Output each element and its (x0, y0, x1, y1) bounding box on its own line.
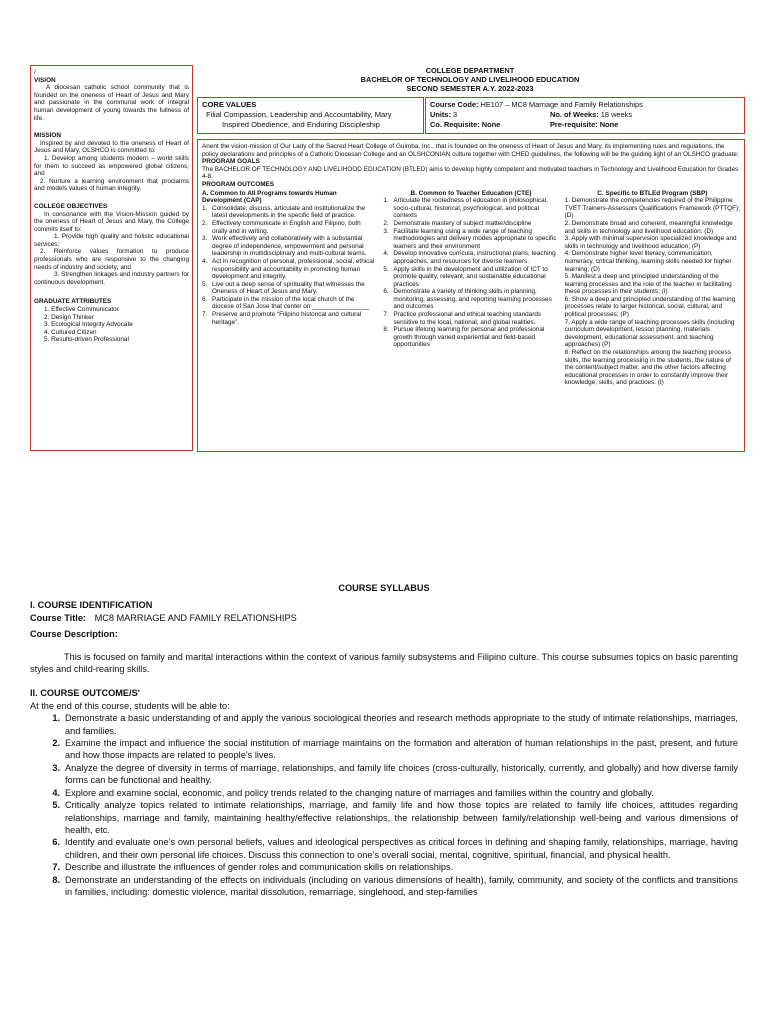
course-outcome-text: Demonstrate a basic understanding of and apply the various sociological theories and research methods appropriate to the study of intimate relationships, marriages, and families. (65, 713, 738, 736)
sbp-item: 5. Manifest a deep and principled understanding of the learning processes and the role of the teacher in facilitating these processes in their students; (I) (564, 273, 732, 296)
core-values-line: Inspired Obedience, and Enduring Discipleship (222, 120, 380, 129)
cap-item-number: 6. (202, 295, 208, 303)
course-description-text: This is focused on family and marital interactions within the context of various family subsystems and Filipino culture. This course subsumes topics on basic parenting styles and child-rearing skills. (30, 651, 738, 675)
cap-item-text: Preserve and promote “Filipino historical and cultural heritage”. (212, 311, 362, 326)
cte-item (383, 250, 558, 265)
course-outcome-item (30, 874, 738, 899)
requisite-row (430, 120, 740, 130)
sbp-item: 7. Apply a wide range of teaching processes skills (including curriculum development, lesson planning, materials development, educational assessment, and teaching approaches) (P) (564, 318, 735, 349)
units-value: 3 (453, 110, 458, 119)
course-outcome-item (30, 762, 738, 787)
course-code-row (430, 100, 740, 110)
course-outcome-number: 4. (52, 787, 60, 798)
header-department: COLLEGE DEPARTMENT (425, 66, 515, 75)
attributes-title: GRADUATE ATTRIBUTES (34, 298, 112, 306)
cte-item (383, 197, 558, 220)
cte-item (383, 311, 558, 326)
program-goals-text: The BACHELOR OF TECHNOLOGY AND LIVELIHOOD EDUCATION (BTLED) aims to develop highly competent and motivated teachers in Technology and Livelihood Education for Grades 4-8. (202, 165, 739, 181)
objectives-item: 2. Reinforce values formation to produce professionals who are responsive to the changing needs of industry and society; and (34, 248, 189, 271)
sbp-list (565, 197, 740, 387)
coreq-value: None (481, 120, 501, 129)
outcomes-intro: At the end of this course, students will be able to: (30, 700, 230, 711)
course-outcome-number: 2. (52, 738, 60, 749)
outcomes-columns (202, 190, 740, 387)
cte-item (383, 326, 558, 349)
attribute-item: 3. Ecological Integrity Advocate (44, 321, 133, 329)
cte-item (383, 220, 558, 228)
column-cap-title: A. Common to All Programs towards Human Development (CAP) (202, 189, 337, 205)
cap-item-number: 7. (202, 311, 208, 319)
cap-item (202, 281, 377, 296)
cte-item-number: 1. (383, 197, 389, 205)
cte-item-text: Articulate the rootedness of education in philosophical, socio-cultural, historical, psychological, and political contexts (393, 197, 548, 220)
mission-intro: Inspired by and devoted to the oneness of Heart of Jesus and Mary, OLSHCO is committed to: (34, 139, 189, 155)
sbp-item: 8. Reflect on the relationships among the teaching process skills, the learning processing in the students, the nature of the content/subject matter, and the other factors affecting educational processes in order to constantly improve their knowledge, skills, and practices. (I) (564, 349, 731, 387)
cap-item-text: Live out a deep sense of spirituality that witnesses the Oneness of Heart of Jesus and Mary. (212, 280, 365, 296)
course-outcome-text: Identify and evaluate one’s own personal beliefs, values and ideological perspectives as critical forces in defining and shaping family, relationships, marriage, having children, and their own personal life choices. Discuss this connection to one’s overall social, mental, cognitive, spiritual, financial, and physical health. (65, 837, 738, 860)
mission-title: MISSION (34, 132, 61, 140)
course-outcome-item (30, 712, 738, 737)
cap-item (202, 311, 377, 326)
program-outcomes-box (197, 139, 745, 452)
vision-mission-box (30, 65, 193, 451)
cap-item-text: Effectively communicate in English and Filipino, both orally and in writing. (212, 219, 361, 235)
column-sbp-title: C. Specific to BTLEd Program (SBP) (597, 189, 708, 197)
cap-item-text: Work effectively and collaboratively with a substantial degree of independence, empowerment and personal leadership in multidisciplinary and multi-cultural teams. (212, 235, 367, 258)
cap-list (202, 205, 377, 327)
sbp-item: 3. Apply with minimal supervision specialized knowledge and skills in technology and livelihood education; (P) (564, 235, 737, 250)
course-outcome-number: 7. (52, 862, 60, 873)
weeks-value: 18 weeks (600, 110, 633, 119)
column-cte-title: B. Common to Teacher Education (CTE) (410, 189, 532, 197)
program-goals-title: PROGRAM GOALS (202, 158, 260, 166)
cte-item-number: 5. (383, 265, 389, 273)
course-outcome-item (30, 787, 738, 799)
course-code-label: Course Code: (430, 100, 479, 109)
cap-item (202, 220, 377, 235)
sbp-item: 2. Demonstrate broad and coherent, meaningful knowledge and skills in technology and livelihood education; (D) (564, 219, 733, 235)
sbp-item: 1. Demonstrate the competencies required of the Philippine TVET Trainers-Assessors Qualifications Framework (PTTQF); (D) (564, 197, 740, 220)
prereq-label: Pre-requisite: (550, 120, 598, 129)
cap-item-number: 5. (202, 280, 208, 288)
cte-item (383, 288, 558, 311)
cte-list (383, 197, 558, 349)
course-outcome-text: Examine the impact and influence the social institution of marriage maintains on the formation and alteration of human relationships in the past, present, and future and how those impacts are related to people’s lives. (65, 738, 738, 761)
attribute-item: 5. Results-driven Professional (44, 336, 129, 344)
attribute-item: 1. Effective Communicator (44, 306, 119, 314)
course-outcome-item (30, 836, 738, 861)
cap-item-number: 4. (202, 257, 208, 265)
cte-item-number: 3. (383, 227, 389, 235)
cap-item-text: Consolidate, discuss, articulate and institutionalize the latest developments in the specific field of practice. (212, 204, 366, 220)
course-outcome-number: 3. (52, 762, 60, 773)
course-syllabus (30, 582, 738, 898)
cap-item-number: 1. (202, 204, 208, 212)
course-outcome-number: 5. (52, 800, 60, 811)
cte-item-text: Demonstrate a variety of thinking skills in planning, monitoring, assessing, and reporting learning processes and outcomes (393, 288, 552, 311)
cap-item-text: Participate in the mission of the local church of the diocese of San Jose that center on ________________ (212, 295, 370, 311)
column-cte (383, 190, 558, 387)
attribute-item: 4. Cultured Citizen (44, 328, 97, 336)
core-values-line: Filial Compassion, Leadership and Accountability, Mary (206, 110, 392, 119)
cap-item (202, 205, 377, 220)
sbp-item: 4. Demonstrate higher level literacy, communication, numeracy, critical thinking, learning skills needed for higher learning; (D) (564, 250, 732, 273)
cte-item-text: Develop innovative curricula, instructional plans, teaching approaches, and resources for diverse learners. (393, 250, 556, 265)
slash-mark: / (34, 69, 36, 76)
course-outcome-number: 1. (52, 713, 60, 724)
course-outcome-text: Critically analyze topics related to intimate relationships, marriage, and family life and how those topics are related to family life choices, attitudes regarding relationships, marriage and family, maintaining healthy/effective relationships, the relationship between family/relationship well-being and various dimensions of health, etc. (65, 800, 738, 835)
course-outcome-number: 8. (52, 874, 60, 885)
course-description-label: Course Description: (30, 629, 118, 640)
cte-item-text: Pursue lifelong learning for personal and professional growth through varied experiential and field-based opportunities (393, 326, 545, 349)
cap-item (202, 235, 377, 258)
units-label: Units: (430, 110, 451, 119)
weeks-label: No. of Weeks: (550, 110, 599, 119)
cte-item (383, 228, 558, 251)
cap-item (202, 296, 377, 311)
course-title-value: MC8 MARRIAGE AND FAMILY RELATIONSHIPS (94, 612, 297, 623)
mission-item: 1. Develop among students modern – world skills for them to succeed as empowered global citizens; and (34, 154, 189, 178)
document-header (196, 66, 744, 93)
cte-item-number: 8. (383, 326, 389, 334)
course-outcome-item (30, 737, 738, 762)
objectives-item: 3. Strengthen linkages and industry partners for continuous development. (34, 271, 189, 286)
section-course-outcomes: II. COURSE OUTCOME/S' (30, 688, 140, 699)
core-values-box (197, 97, 424, 134)
mission-item: 2. Nurture a learning environment that proclaims and models values of human integrity. (34, 177, 189, 193)
program-intro: Anent the vision-mission of Our Lady of the Sacred Heart College of Guimba, Inc., that is founded on the oneness of Heart of Jesus and Mary, its implementing rules and regulations, the policy declarations and principles of a Catholic Diocesan College and an OLSHCONIAN culture together with CHED guidelines, the following will be the guiding light of an OLSHCO graduate: (202, 143, 739, 158)
cte-item-number: 2. (383, 219, 389, 227)
cte-item-number: 7. (383, 311, 389, 319)
header-program: BACHELOR OF TECHNOLOGY AND LIVELIHOOD EDUCATION (360, 75, 580, 84)
course-outcome-text: Describe and illustrate the influences of gender roles and communication skills on relationships. (65, 862, 454, 873)
section-course-identification: I. COURSE IDENTIFICATION (30, 600, 153, 611)
cap-item-number: 2. (202, 219, 208, 227)
coreq-label: Co. Requisite: (430, 120, 480, 129)
column-sbp (565, 190, 740, 387)
column-cap (202, 190, 377, 387)
prereq-value: None (599, 120, 619, 129)
core-values-title: CORE VALUES (202, 100, 257, 109)
course-outcome-text: Explore and examine social, economic, and policy trends related to the changing nature of marriages and families within the country and globally. (65, 787, 654, 798)
course-outcome-item (30, 799, 738, 836)
header-semester: SECOND SEMESTER A.Y. 2022-2023 (406, 84, 534, 93)
objectives-item: 1. Provide high quality and holistic educational services; (34, 233, 189, 248)
cte-item-number: 6. (383, 288, 389, 296)
course-outcomes-list (30, 712, 738, 898)
course-outcome-text: Analyze the degree of diversity in terms of marriage, relationships, and family life choices (cross-culturally, historically, currently, and globally) and how diverse family forms can be functional and healthy. (65, 762, 738, 786)
attribute-item: 2. Design Thinker (44, 313, 94, 321)
cte-item-text: Practice professional and ethical teaching standards sensitive to the local, national, and global realities. (393, 311, 542, 326)
cap-item (202, 258, 377, 281)
course-code-value: HE107 – MC8 Marriage and Family Relationships (480, 100, 643, 109)
program-outcomes-title: PROGRAM OUTCOMES (202, 180, 275, 188)
cte-item-number: 4. (383, 250, 389, 258)
sbp-item: 6. Show a deep and principled understanding of the learning processes relate to larger historical, social, cultural, and political processes; (P) (564, 295, 736, 319)
cte-item-text: Demonstrate mastery of subject matter/discipline (393, 219, 532, 227)
objectives-title: COLLEGE OBJECTIVES (34, 202, 108, 210)
course-title-label: Course Title: (30, 612, 86, 623)
cte-item-text: Apply skills in the development and utilization of ICT to promote quality, relevant, and sustainable educational practices (393, 265, 548, 288)
vision-title: VISION (34, 76, 56, 84)
syllabus-title: COURSE SYLLABUS (338, 583, 430, 593)
cap-item-text: Act in recognition of personal, professional, social, ethical responsibility and accountability in promoting human development and integrity. (212, 257, 375, 281)
objectives-intro: In consonance with the Vision-Mission guided by the oneness of Heart of Jesus and Mary, the College commits itself to: (34, 210, 189, 233)
vision-text: A diocesan catholic school community that is founded on the oneness of Heart of Jesus and Mary and passionate in the communal work of integral human development of young towards the fullness of life. (34, 84, 189, 122)
cte-item (383, 266, 558, 289)
cap-item-number: 3. (202, 235, 208, 243)
cte-item-text: Facilitate learning using a wide range of teaching methodologies and delivery modes appropriate to specific learners and their environment (393, 227, 557, 250)
course-outcome-text: Demonstrate an understanding of the effects on individuals (including on various dimensions of health), family, community, and society of the conflicts and transitions in families, including: domestic violence, marital dissolution, remarriage, singlehood, and step-families (65, 874, 738, 897)
course-outcome-item (30, 861, 738, 873)
units-row (430, 110, 740, 120)
course-outcome-number: 6. (52, 837, 60, 848)
course-info-box (425, 97, 745, 134)
